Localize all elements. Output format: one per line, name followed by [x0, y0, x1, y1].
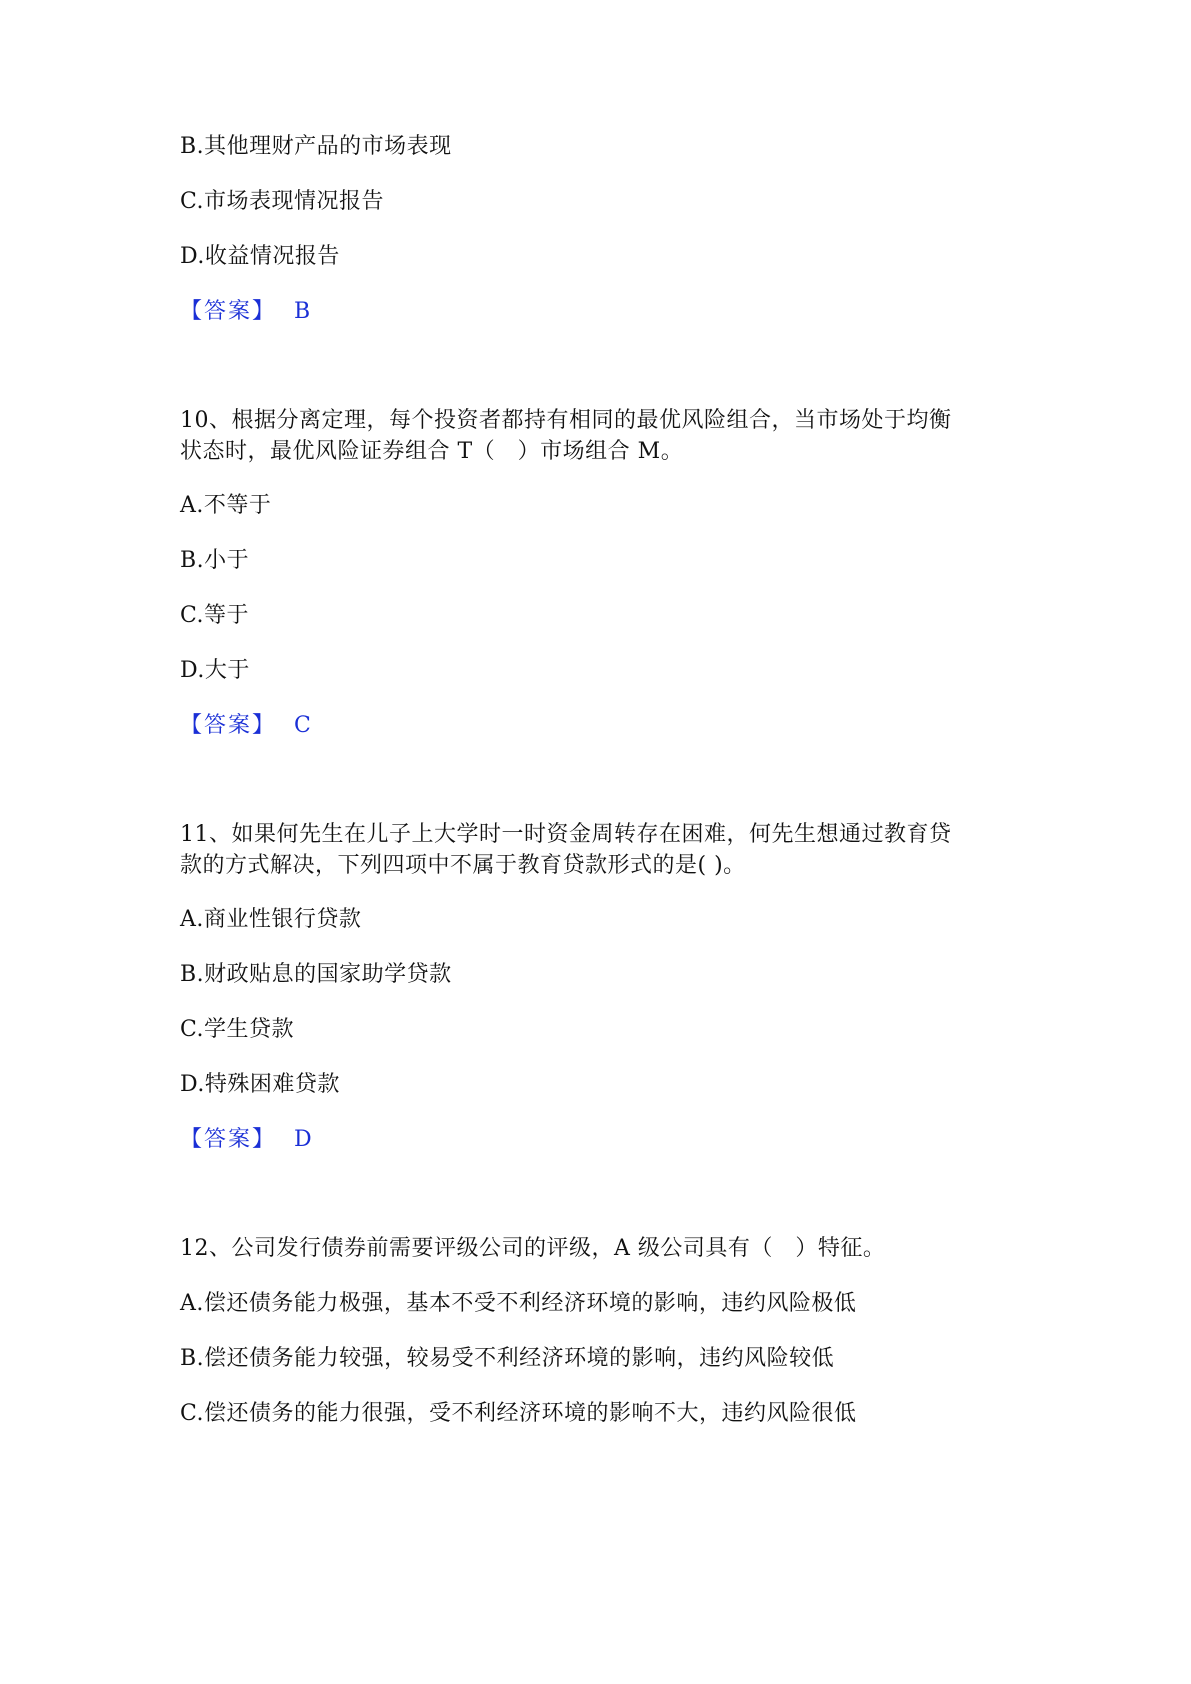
- q10-answer-label: 【答案】: [180, 713, 277, 738]
- q11-answer: [180, 1125, 312, 1155]
- q11-option-c: C.学生贷款: [180, 1017, 295, 1042]
- q9-option-d: D.收益情况报告: [180, 244, 340, 269]
- q12-option-b: B.偿还债务能力较强，较易受不利经济环境的影响，违约风险较低: [180, 1346, 835, 1371]
- q9-answer-value: B: [294, 299, 311, 324]
- q10-question-line-2: 状态时，最优风险证券组合 T（ ）市场组合 M。: [180, 439, 684, 464]
- q11-answer-label: 【答案】: [180, 1127, 277, 1152]
- q12-option-c: C.偿还债务的能力很强，受不利经济环境的影响不大，违约风险很低: [180, 1401, 857, 1426]
- q12-option-a: A.偿还债务能力极强，基本不受不利经济环境的影响，违约风险极低: [180, 1291, 857, 1316]
- q11-question-line-1: 11、如果何先生在儿子上大学时一时资金周转存在困难，何先生想通过教育贷: [180, 822, 952, 847]
- q9-answer: [180, 297, 311, 327]
- q10-option-d: D.大于: [180, 658, 250, 683]
- q12-question-line-1: 12、公司发行债券前需要评级公司的评级，A 级公司具有（ ）特征。: [180, 1236, 886, 1261]
- q11-question-line-2: 款的方式解决，下列四项中不属于教育贷款形式的是( )。: [180, 853, 746, 878]
- q11-option-a: A.商业性银行贷款: [180, 907, 362, 932]
- q9-option-c: C.市场表现情况报告: [180, 189, 385, 214]
- q10-option-b: B.小于: [180, 548, 250, 573]
- q11-answer-value: D: [294, 1127, 313, 1152]
- q10-option-a: A.不等于: [180, 493, 272, 518]
- q10-answer-value: C: [294, 713, 312, 738]
- q10-answer: [180, 711, 311, 741]
- q11-option-d: D.特殊困难贷款: [180, 1072, 340, 1097]
- q10-question-line-1: 10、根据分离定理，每个投资者都持有相同的最优风险组合，当市场处于均衡: [180, 408, 952, 433]
- q9-option-b: B.其他理财产品的市场表现: [180, 134, 452, 159]
- q9-answer-label: 【答案】: [180, 299, 277, 324]
- q11-option-b: B.财政贴息的国家助学贷款: [180, 962, 452, 987]
- q10-option-c: C.等于: [180, 603, 250, 628]
